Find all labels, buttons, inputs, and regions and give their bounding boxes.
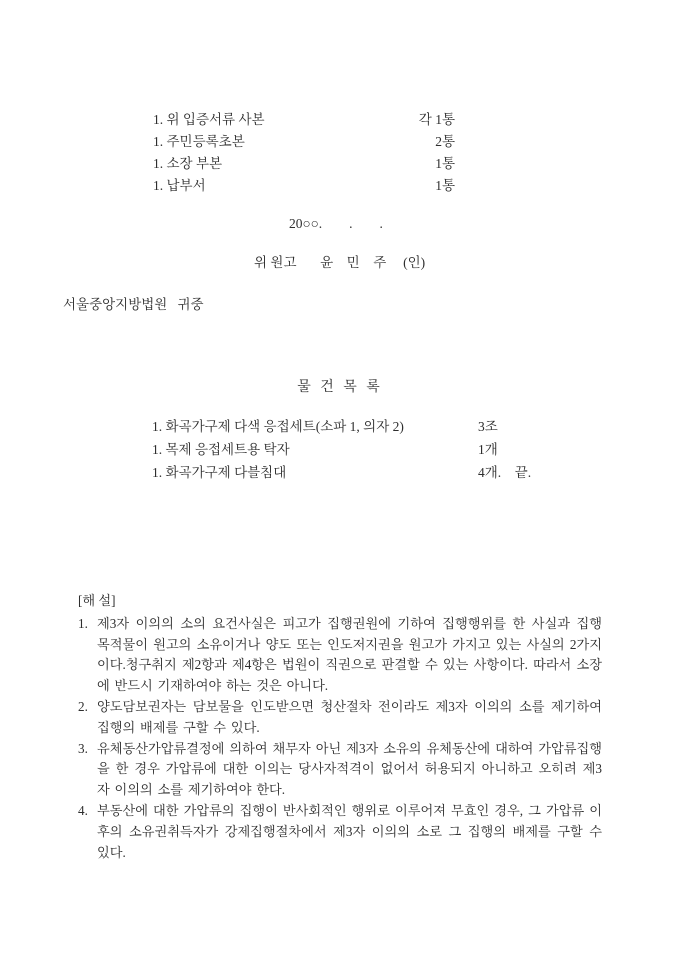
court-address-line: 서울중앙지방법원 귀중	[63, 297, 204, 312]
commentary-item	[78, 614, 602, 697]
commentary-text: 유체동산가압류결정에 의하여 채무자 아닌 제3자 소유의 유체동산에 대하여 가압류집행을 한 경우 가압류에 대한 이의는 당사자적격이 없어서 허용되지 아니하고 오히려 제3자 이의의 소를 제기하여야 한다.	[97, 740, 602, 798]
commentary-text: 제3자 이의의 소의 요건사실은 피고가 집행권원에 기하여 집행행위를 한 사실과 집행 목적물이 원고의 소유이거나 양도 또는 인도저지권을 원고가 가지고 있는 사실의 2가지이다.청구취지 제2항과 제4항은 법원이 직권으로 판결할 수 있는 사항이다. 따라서 소장에 반드시 기재하여야 하는 것은 아니다.	[97, 615, 602, 694]
commentary-section	[78, 591, 602, 863]
document-date: 20○○. . .	[289, 216, 383, 231]
commentary-item	[78, 739, 602, 801]
attachment-qty: 1통	[435, 156, 455, 171]
attachment-row	[153, 153, 455, 175]
attachment-label: 1. 소장 부본	[153, 156, 223, 171]
goods-row	[152, 461, 540, 484]
commentary-number: 2.	[78, 698, 88, 714]
goods-list	[152, 415, 540, 484]
attachment-label: 1. 주민등록초본	[153, 134, 245, 149]
goods-label: 1. 목제 응접세트용 탁자	[152, 442, 290, 457]
commentary-text: 양도담보권자는 담보물을 인도받으면 청산절차 전이라도 제3자 이의의 소를 제기하여 집행의 배제를 구할 수 있다.	[97, 698, 602, 735]
goods-qty: 4개. 끝.	[478, 465, 532, 480]
plaintiff-signature-line: 위 원고 윤 민 주 (인)	[254, 255, 426, 270]
commentary-title: [해 설]	[78, 593, 116, 608]
attachment-label: 1. 위 입증서류 사본	[153, 112, 265, 127]
attachment-qty: 2통	[435, 134, 455, 149]
goods-row	[152, 438, 540, 461]
commentary-item	[78, 697, 602, 739]
commentary-item	[78, 801, 602, 863]
goods-label: 1. 화곡가구제 다블침대	[152, 465, 287, 480]
attachment-list	[153, 109, 455, 197]
goods-list-title: 물 건 목 록	[297, 380, 383, 395]
attachment-qty: 각 1통	[418, 112, 455, 127]
commentary-number: 3.	[78, 740, 88, 756]
commentary-number: 4.	[78, 802, 88, 818]
attachment-row	[153, 175, 455, 197]
attachment-row	[153, 109, 455, 131]
commentary-text: 부동산에 대한 가압류의 집행이 반사회적인 행위로 이루어져 무효인 경우, 그 가압류 이후의 소유권취득자가 강제집행절차에서 제3자 이의의 소로 그 집행의 배제를 구할 수 있다.	[97, 802, 602, 860]
goods-label: 1. 화곡가구제 다색 응접세트(소파 1, 의자 2)	[152, 419, 404, 434]
attachment-row	[153, 131, 455, 153]
attachment-label: 1. 납부서	[153, 178, 206, 193]
goods-qty: 3조	[478, 419, 498, 434]
commentary-number: 1.	[78, 615, 88, 631]
attachment-qty: 1통	[435, 178, 455, 193]
goods-qty: 1개	[478, 442, 498, 457]
goods-row	[152, 415, 540, 438]
